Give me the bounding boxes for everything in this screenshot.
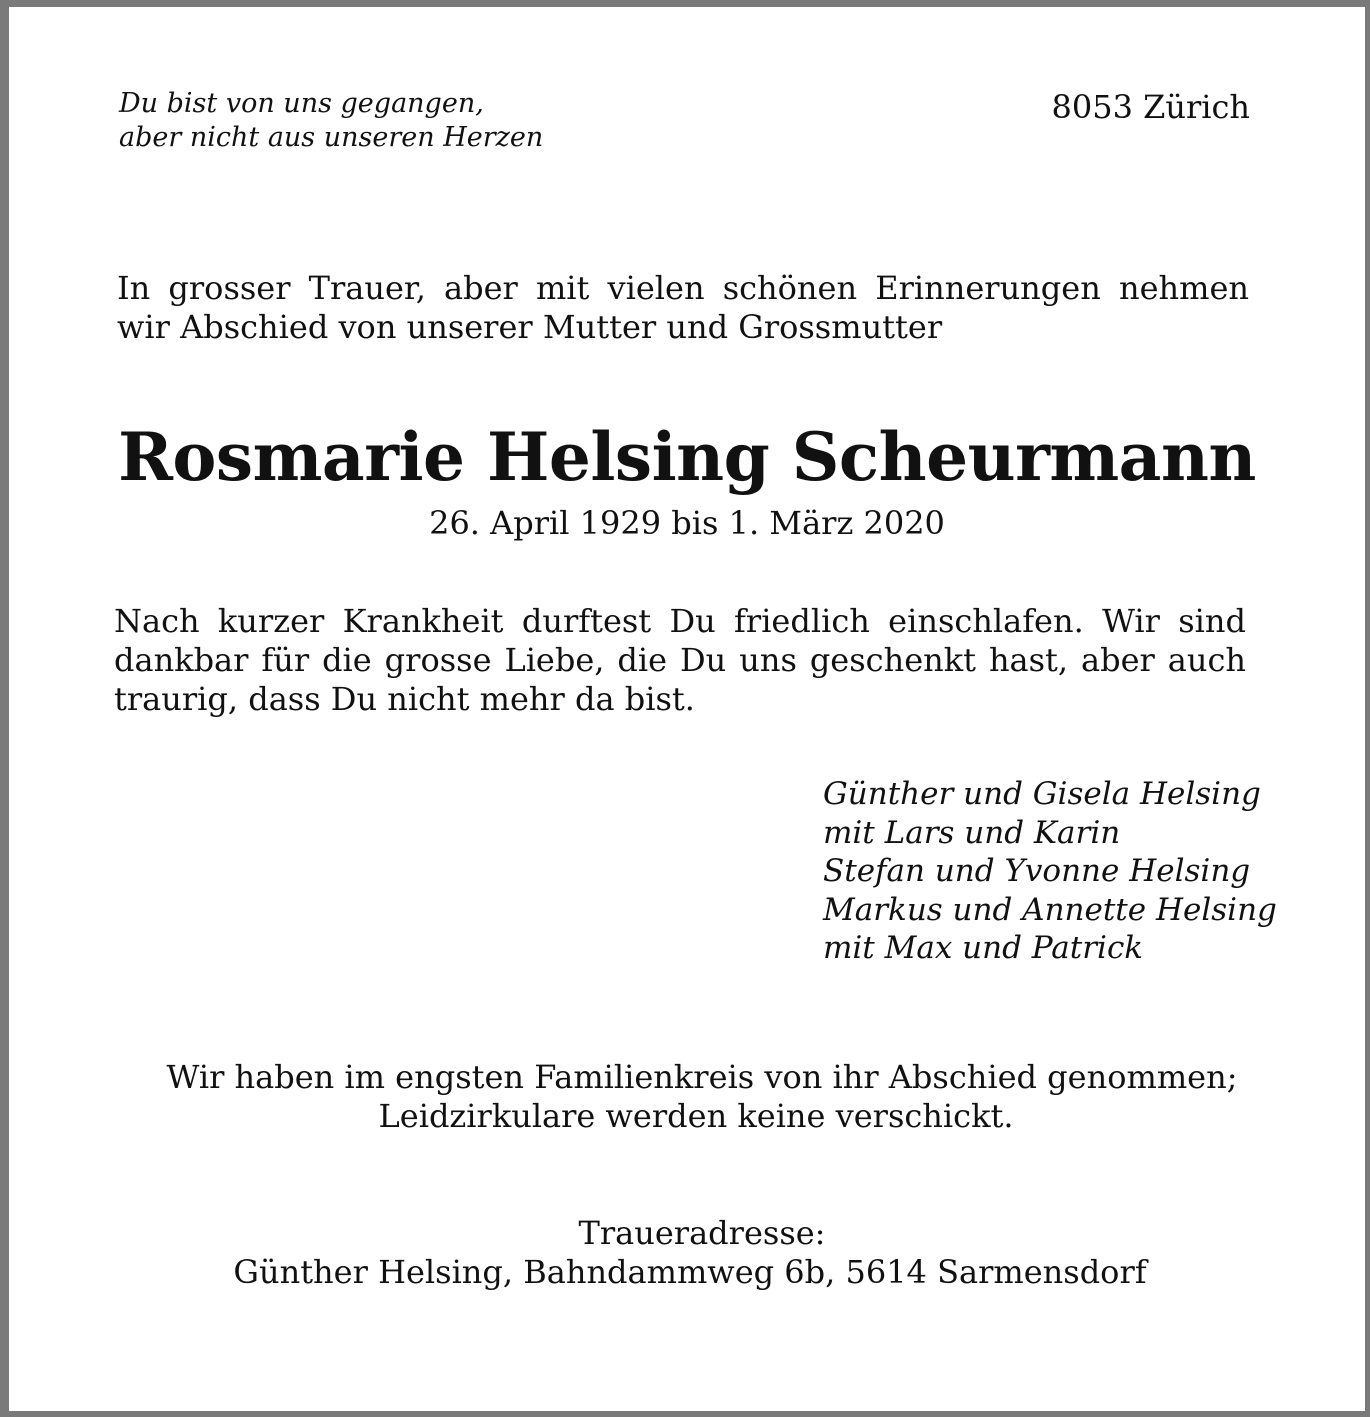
mourning-address [9,1214,1370,1292]
motto-line: Du bist von uns gegangen, [119,88,484,119]
funeral-notice [9,1058,1370,1136]
address-label: Traueradresse: [578,1214,826,1252]
motto-line: aber nicht aus unseren Herzen [119,122,544,153]
intro-line: wir Abschied von unserer Mutter und Grossmutter [117,308,943,346]
family-line: Günther und Gisela Helsing [823,776,1261,812]
intro-line: In grosser Trauer, aber mit vielen schönen Erinnerungen nehmen [117,269,1249,307]
family-signatures [823,775,1277,968]
message-line: Nach kurzer Krankheit durftest Du friedlich einschlafen. Wir sind [114,602,1246,640]
family-line: Markus und Annette Helsing [823,891,1277,928]
motto [119,87,543,155]
family-line: mit Max und Patrick [823,930,1144,966]
message-line: traurig, dass Du nicht mehr da bist. [114,680,695,718]
notice-line: Wir haben im engsten Familienkreis von ihr Abschied genommen; [166,1058,1238,1096]
deceased-name: Rosmarie Helsing Scheurmann [118,418,1256,496]
notice-line: Leidzirkulare werden keine verschickt. [378,1097,1014,1135]
family-line: mit Lars und Karin [823,814,1121,851]
message-line: dankbar für die grosse Liebe, die Du uns geschenkt hast, aber auch [114,641,1246,679]
intro-text [117,269,1249,347]
message-text [114,602,1246,719]
life-dates: 26. April 1929 bis 1. März 2020 [429,504,945,542]
place: 8053 Zürich [1051,88,1250,126]
address-value: Günther Helsing, Bahndammweg 6b, 5614 Sarmensdorf [233,1253,1147,1291]
family-line: Stefan und Yvonne Helsing [823,853,1251,889]
